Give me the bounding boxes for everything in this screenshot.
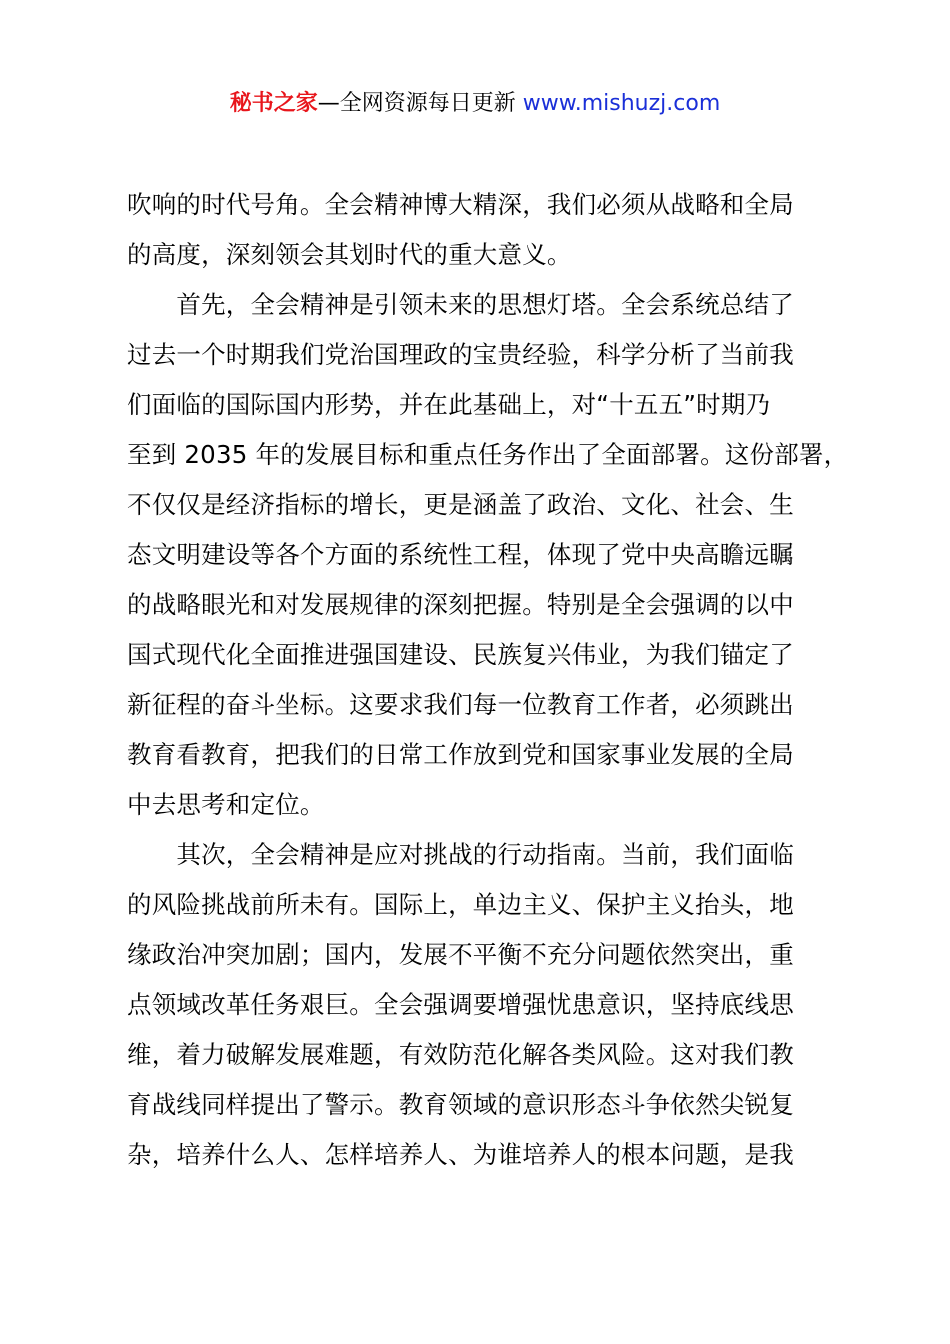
text-line: 新征程的奋斗坐标。这要求我们每一位教育工作者，必须跳出 — [127, 690, 794, 719]
text-line: 首先，全会精神是引领未来的思想灯塔。全会系统总结了 — [127, 290, 794, 319]
body-text — [127, 180, 849, 1180]
page-header — [0, 88, 950, 120]
text-line: 国式现代化全面推进强国建设、民族复兴伟业，为我们锚定了 — [127, 640, 794, 669]
text-line: 教育看教育，把我们的日常工作放到党和国家事业发展的全局 — [127, 740, 794, 769]
text-line: 至到 2035 年的发展目标和重点任务作出了全面部署。这份部署， — [127, 440, 849, 469]
text-line: 育战线同样提出了警示。教育领域的意识形态斗争依然尖锐复 — [127, 1090, 794, 1119]
text-line: 的高度，深刻领会其划时代的重大意义。 — [127, 240, 572, 269]
brand-name: 秘书之家 — [229, 91, 318, 116]
text-line: 杂，培养什么人、怎样培养人、为谁培养人的根本问题，是我 — [127, 1140, 794, 1169]
text-line: 其次，全会精神是应对挑战的行动指南。当前，我们面临 — [127, 840, 794, 869]
header-url[interactable]: www.mishuzj.com — [522, 91, 721, 116]
text-line: 的战略眼光和对发展规律的深刻把握。特别是全会强调的以中 — [127, 590, 794, 619]
text-line: 中去思考和定位。 — [127, 790, 325, 819]
text-line: 点领域改革任务艰巨。全会强调要增强忧患意识，坚持底线思 — [127, 990, 794, 1019]
text-line: 过去一个时期我们党治国理政的宝贵经验，科学分析了当前我 — [127, 340, 794, 369]
text-line: 缘政治冲突加剧；国内，发展不平衡不充分问题依然突出，重 — [127, 940, 794, 969]
text-line: 们面临的国际国内形势，并在此基础上，对“十五五”时期乃 — [127, 390, 771, 419]
header-tagline: —全网资源每日更新 — [317, 91, 523, 116]
text-line: 态文明建设等各个方面的系统性工程，体现了党中央高瞻远瞩 — [127, 540, 794, 569]
text-line: 的风险挑战前所未有。国际上，单边主义、保护主义抬头，地 — [127, 890, 794, 919]
text-line: 吹响的时代号角。全会精神博大精深，我们必须从战略和全局 — [127, 190, 794, 219]
text-line: 维，着力破解发展难题，有效防范化解各类风险。这对我们教 — [127, 1040, 794, 1069]
text-line: 不仅仅是经济指标的增长，更是涵盖了政治、文化、社会、生 — [127, 490, 794, 519]
